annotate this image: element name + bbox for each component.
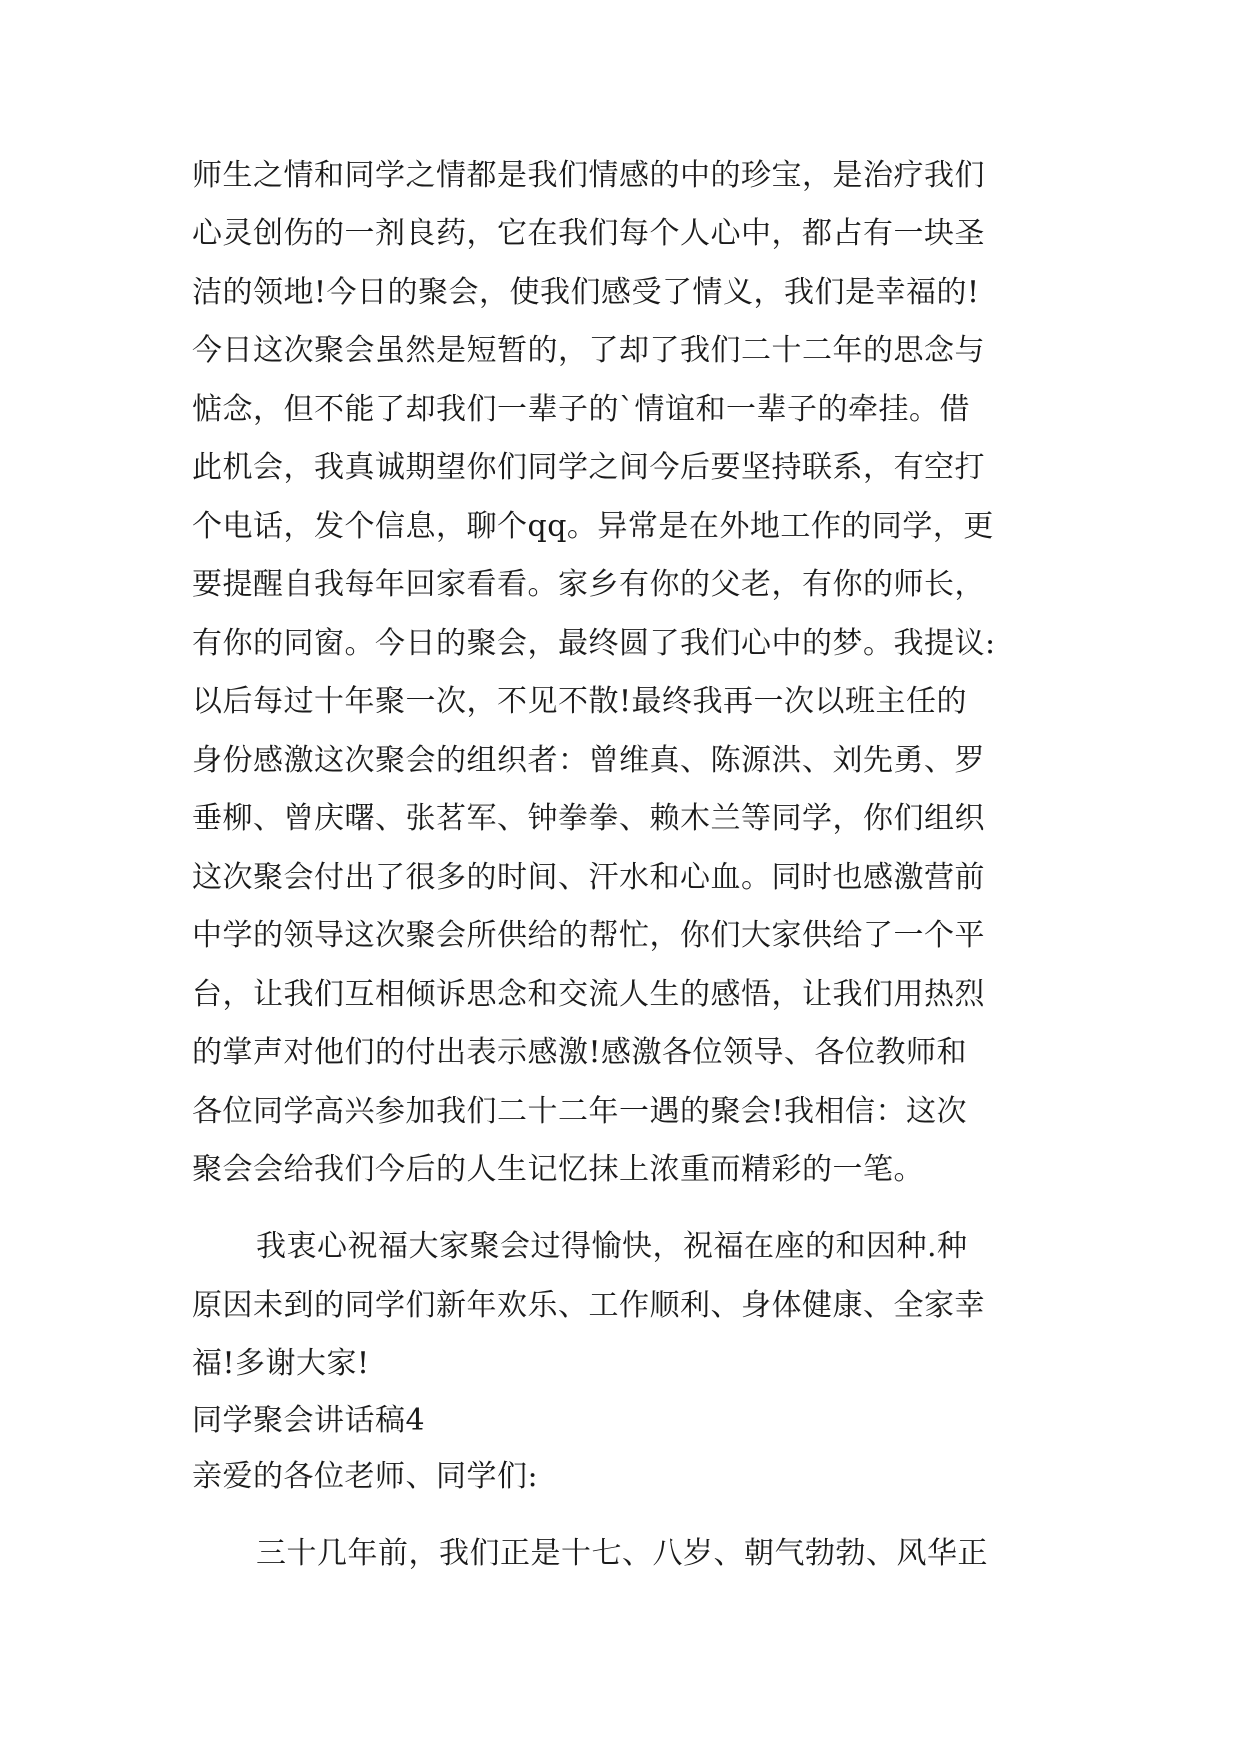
text-line: 聚会会给我们今后的人生记忆抹上浓重而精彩的一笔。: [192, 1152, 924, 1187]
text-line: 要提醒自我每年回家看看。家乡有你的父老，有你的师长，: [192, 567, 985, 602]
text-line: 身份感激这次聚会的组织者：曾维真、陈源洪、刘先勇、罗: [192, 743, 985, 778]
text-line: 中学的领导这次聚会所供给的帮忙，你们大家供给了一个平: [192, 918, 985, 953]
text-line: 有你的同窗。今日的聚会，最终圆了我们心中的梦。我提议:: [192, 626, 996, 661]
text-line: 洁的领地!今日的聚会，使我们感受了情义，我们是幸福的!: [192, 275, 980, 310]
text-line: 福!多谢大家!: [192, 1346, 370, 1381]
text-line: 个电话，发个信息，聊个qq。异常是在外地工作的同学，更: [192, 509, 994, 544]
salutation-line: 亲爱的各位老师、同学们:: [192, 1459, 539, 1494]
text-line: 这次聚会付出了很多的时间、汗水和心血。同时也感激营前: [192, 860, 985, 895]
text-line: 垂柳、曾庆曙、张茗军、钟拳拳、赖木兰等同学，你们组织: [192, 801, 985, 836]
paragraph-start-line: 我衷心祝福大家聚会过得愉快，祝福在座的和因种.种: [256, 1229, 968, 1264]
text-line: 原因未到的同学们新年欢乐、工作顺利、身体健康、全家幸: [192, 1288, 985, 1323]
text-line: 的掌声对他们的付出表示感激!感激各位领导、各位教师和: [192, 1035, 968, 1070]
text-line: 以后每过十年聚一次，不见不散!最终我再一次以班主任的: [192, 684, 968, 719]
section-heading: 同学聚会讲话稿4: [192, 1403, 426, 1438]
text-line: 各位同学高兴参加我们二十二年一遇的聚会!我相信：这次: [192, 1094, 968, 1129]
text-line: 师生之情和同学之情都是我们情感的中的珍宝，是治疗我们: [192, 158, 985, 193]
text-line: 心灵创伤的一剂良药，它在我们每个人心中，都占有一块圣: [192, 216, 985, 251]
paragraph-start-line: 三十几年前，我们正是十七、八岁、朝气勃勃、风华正: [256, 1536, 988, 1571]
text-line: 今日这次聚会虽然是短暂的，了却了我们二十二年的思念与: [192, 333, 985, 368]
text-line: 台，让我们互相倾诉思念和交流人生的感悟，让我们用热烈: [192, 977, 985, 1012]
text-line: 惦念，但不能了却我们一辈子的`情谊和一辈子的牵挂。借: [192, 392, 970, 427]
text-line: 此机会，我真诚期望你们同学之间今后要坚持联系，有空打: [192, 450, 985, 485]
